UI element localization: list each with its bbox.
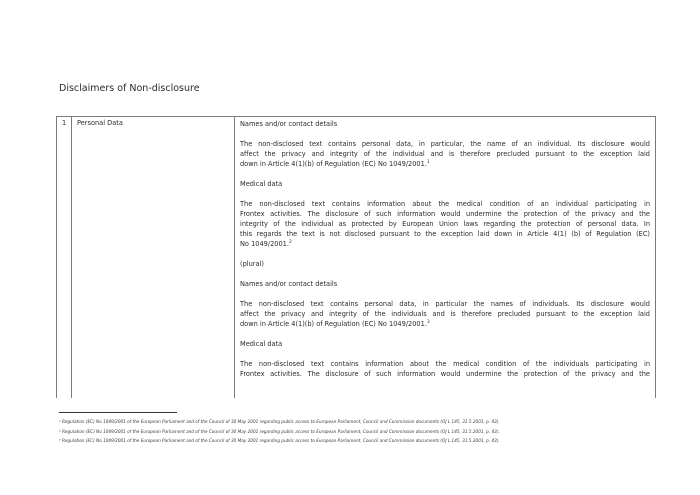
text-line: No 1049/2001.$^2$ xyxy=(240,239,292,248)
text-line: (plural) xyxy=(240,260,264,268)
paragraph-gap xyxy=(240,129,650,139)
footnote-3: ³ Regulation (EC) No 1049/2001 of the European Parliament and of the Council of 30 May 2001 regarding public access to European Parliament, Council and Commission documents (OJ L 145, 31.5.2001, p. 43). xyxy=(59,438,500,443)
paragraph-gap xyxy=(240,329,650,339)
footnote-ref: 3 xyxy=(426,319,430,325)
paragraph-gap xyxy=(240,169,650,179)
text-line: down in Article 4(1)(b) of Regulation (EC) No 1049/2001.$^3$ xyxy=(240,319,430,328)
text-line: Frontex activities. The disclosure of such information would undermine the protection of the privacy and the xyxy=(240,210,650,218)
text-line: integrity of the individual as protected by European Union laws regarding the protection of personal data. In xyxy=(240,220,650,228)
column-divider xyxy=(234,117,235,398)
text-line: this regards the text is not disclosed pursuant to the exception laid down in Article 4(1) (b) of Regulation (EC) xyxy=(240,230,650,238)
paragraph-gap xyxy=(240,269,650,279)
text-line: The non-disclosed text contains personal data, in particular the names of individuals. Its disclosure would xyxy=(240,300,650,308)
footnote-ref: 2 xyxy=(288,239,292,245)
text-line: The non-disclosed text contains personal data, in particular, the name of an individual. Its disclosure would xyxy=(240,140,650,148)
disclaimer-text xyxy=(240,119,650,379)
paragraph-gap xyxy=(240,249,650,259)
text-line: affect the privacy and integrity of the individual and is therefore precluded pursuant to the exception laid xyxy=(240,150,650,158)
footnote-2: ² Regulation (EC) No 1049/2001 of the European Parliament and of the Council of 30 May 2001 regarding public access to European Parliament, Council and Commission documents (OJ L 145, 31.5.2001, p. 43). xyxy=(59,429,500,434)
paragraph-gap xyxy=(240,289,650,299)
footnote-separator xyxy=(59,412,177,413)
footnote-ref: 1 xyxy=(426,159,430,165)
text-line: affect the privacy and integrity of the individuals and is therefore precluded pursuant to the exception laid xyxy=(240,310,650,318)
page-heading: Disclaimers of Non-disclosure xyxy=(59,83,200,94)
text-line: Names and/or contact details xyxy=(240,280,338,288)
text-line: down in Article 4(1)(b) of Regulation (EC) No 1049/2001.$^1$ xyxy=(240,159,430,168)
disclaimer-table xyxy=(56,116,656,398)
text-line: The non-disclosed text contains information about the medical condition of the individuals participating in xyxy=(240,360,650,368)
paragraph-gap xyxy=(240,189,650,199)
row-number: 1 xyxy=(62,119,67,127)
footnote-1: ¹ Regulation (EC) No 1049/2001 of the European Parliament and of the Council of 30 May 2001 regarding public access to European Parliament, Council and Commission documents (OJ L 145, 31.5.2001, p. 43). xyxy=(59,419,500,424)
column-divider xyxy=(71,117,72,398)
text-line: Medical data xyxy=(240,340,283,348)
text-line: Frontex activities. The disclosure of such information would undermine the protection of the privacy and the xyxy=(240,370,650,378)
text-line: The non-disclosed text contains information about the medical condition of an individual participating in xyxy=(240,200,650,208)
text-line: Names and/or contact details xyxy=(240,120,338,128)
text-line: Medical data xyxy=(240,180,283,188)
paragraph-gap xyxy=(240,349,650,359)
row-category: Personal Data xyxy=(77,119,123,127)
